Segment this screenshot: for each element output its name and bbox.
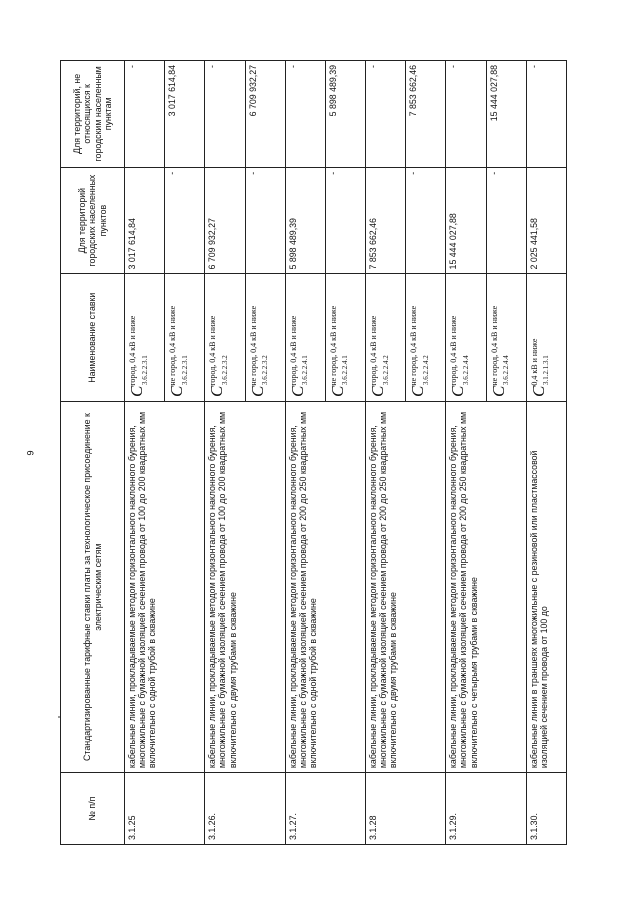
rate-code [125, 274, 165, 402]
row-number: 3.1.26. [205, 773, 285, 845]
rate-code-superscript: не город, 0,4 кВ и ниже [409, 305, 419, 386]
rate-code-letter: С [408, 385, 428, 397]
table-row [205, 61, 245, 845]
rate-code-letter: С [127, 385, 146, 397]
value-city: 7 853 662,46 [366, 167, 406, 274]
value-city: - [486, 167, 526, 274]
header-name: Наименование ставки [61, 274, 125, 402]
header-noncity: Для территорий, не относящихся к городским населенным пунктам [61, 61, 125, 168]
value-noncity: - [285, 61, 325, 168]
table-row [446, 61, 486, 845]
rate-code-subscript: 3.6.2.2.3.2 [220, 355, 229, 385]
rate-code [526, 274, 566, 402]
row-number: 3.1.28 [366, 773, 446, 845]
row-number: 3.1.25 [125, 773, 205, 845]
row-number: 3.1.29. [446, 773, 526, 845]
rate-code-letter: С [368, 385, 388, 397]
rate-code-subscript: 3.6.2.2.3.2 [261, 355, 270, 385]
rate-code [366, 274, 406, 402]
value-noncity: - [125, 61, 165, 168]
rate-code-letter: С [528, 385, 548, 397]
rate-code-subscript: 3.6.2.2.3.1 [180, 355, 189, 385]
rate-code-superscript: не город, 0,4 кВ и ниже [168, 305, 178, 386]
rate-code-letter: С [167, 385, 187, 397]
row-description: кабельные линии, прокладываемые методом горизонтального наклонного бурения, многожильные с бумажной изоляцией сечением провода от 100 до 200 квадратных мм включительно с одной трубой в скважине [125, 402, 205, 773]
rate-code [446, 274, 486, 402]
table-row [526, 61, 566, 845]
table-row [125, 61, 165, 845]
rate-code-superscript: город, 0,4 кВ и ниже [369, 315, 379, 386]
row-description: кабельные линии, прокладываемые методом горизонтального наклонного бурения, многожильные с бумажной изоляцией сечением провода от 100 до 200 квадратных мм включительно с двумя трубами в скважине [205, 402, 285, 773]
value-city: 5 898 489,39 [285, 167, 325, 274]
rate-code-superscript: не город, 0,4 кВ и ниже [248, 305, 258, 386]
value-city: 3 017 614,84 [125, 167, 165, 274]
value-city: 2 025 441,58 [526, 167, 566, 274]
value-noncity: 7 853 662,46 [406, 61, 446, 168]
row-description: кабельные линии в траншеях многожильные с резиновой или пластмассовой изоляцией сечением провода от 100 до [526, 402, 566, 773]
value-noncity: 15 444 027,88 [486, 61, 526, 168]
rate-code-superscript: не город, 0,4 кВ и ниже [489, 305, 499, 386]
header-city: Для территорий городских населенных пунктов [61, 167, 125, 274]
rate-code-superscript: не город, 0,4 кВ и ниже [328, 305, 338, 386]
table-header-row [61, 61, 125, 845]
rate-code-subscript: 3.6.2.2.4.1 [341, 355, 350, 385]
header-num: № п/п [61, 773, 125, 845]
rate-code [486, 274, 526, 402]
value-city: - [165, 167, 205, 274]
value-noncity: 5 898 489,39 [325, 61, 365, 168]
rate-code [406, 274, 446, 402]
rate-code-subscript: 3.6.2.2.4.4 [502, 355, 511, 385]
rate-code-letter: С [488, 385, 508, 397]
row-description: кабельные линии, прокладываемые методом горизонтального наклонного бурения, многожильные с бумажной изоляцией сечением провода от 200 до 250 квадратных мм включительно с одной трубой в скважине [285, 402, 365, 773]
value-city: 6 709 932,27 [205, 167, 245, 274]
rate-code [285, 274, 325, 402]
rate-code-superscript: 0,4 кВ и ниже [529, 338, 539, 386]
rate-code [205, 274, 245, 402]
rate-code-subscript: 3.6.2.2.4.2 [381, 355, 390, 385]
rate-code-subscript: 3.1.2.1.3.1 [542, 355, 551, 385]
rate-code-letter: С [287, 385, 307, 397]
rate-code [245, 274, 285, 402]
rate-code [165, 274, 205, 402]
rate-code-subscript: 3.6.2.2.4.4 [461, 355, 470, 385]
page-number: 9 [25, 450, 36, 456]
value-noncity: - [446, 61, 486, 168]
rate-code-letter: С [448, 385, 468, 397]
row-description: кабельные линии, прокладываемые методом горизонтального наклонного бурения, многожильные с бумажной изоляцией сечением провода от 200 до 250 квадратных мм включительно с четырьмя трубами в скважине [446, 402, 526, 773]
row-number: 3.1.27. [285, 773, 365, 845]
value-city: - [325, 167, 365, 274]
value-noncity: 6 709 932,27 [245, 61, 285, 168]
value-noncity: - [526, 61, 566, 168]
rotated-table-wrapper [60, 60, 567, 845]
table-row [366, 61, 406, 845]
value-city: 15 444 027,88 [446, 167, 486, 274]
value-noncity: - [366, 61, 406, 168]
header-desc: Стандартизированные тарифные ставки платы за технологическое присоединение к электрическим сетям [61, 402, 125, 773]
table-row [285, 61, 325, 845]
rate-code-subscript: 3.6.2.2.4.2 [421, 355, 430, 385]
rate-code-letter: С [207, 385, 227, 397]
rate-code-letter: С [327, 385, 347, 397]
value-noncity: 3 017 614,84 [165, 61, 205, 168]
rate-code-superscript: город, 0,4 кВ и ниже [288, 315, 298, 386]
rate-code-letter: С [247, 385, 267, 397]
tariff-table [60, 60, 567, 845]
value-city: - [406, 167, 446, 274]
row-number: 3.1.30. [526, 773, 566, 845]
rate-code-subscript: 3.6.2.2.3.1 [140, 355, 149, 385]
value-noncity: - [205, 61, 245, 168]
rate-code-subscript: 3.6.2.2.4.1 [301, 355, 310, 385]
rate-code-superscript: город, 0,4 кВ и ниже [449, 315, 459, 386]
table-body [125, 61, 567, 845]
rate-code-superscript: город, 0,4 кВ и ниже [208, 315, 218, 386]
value-city: - [245, 167, 285, 274]
row-description: кабельные линии, прокладываемые методом горизонтального наклонного бурения, многожильные с бумажной изоляцией сечением провода от 200 до 250 квадратных мм включительно с двумя трубами в скважине [366, 402, 446, 773]
rate-code [325, 274, 365, 402]
rate-code-superscript: город, 0,4 кВ и ниже [128, 315, 137, 386]
